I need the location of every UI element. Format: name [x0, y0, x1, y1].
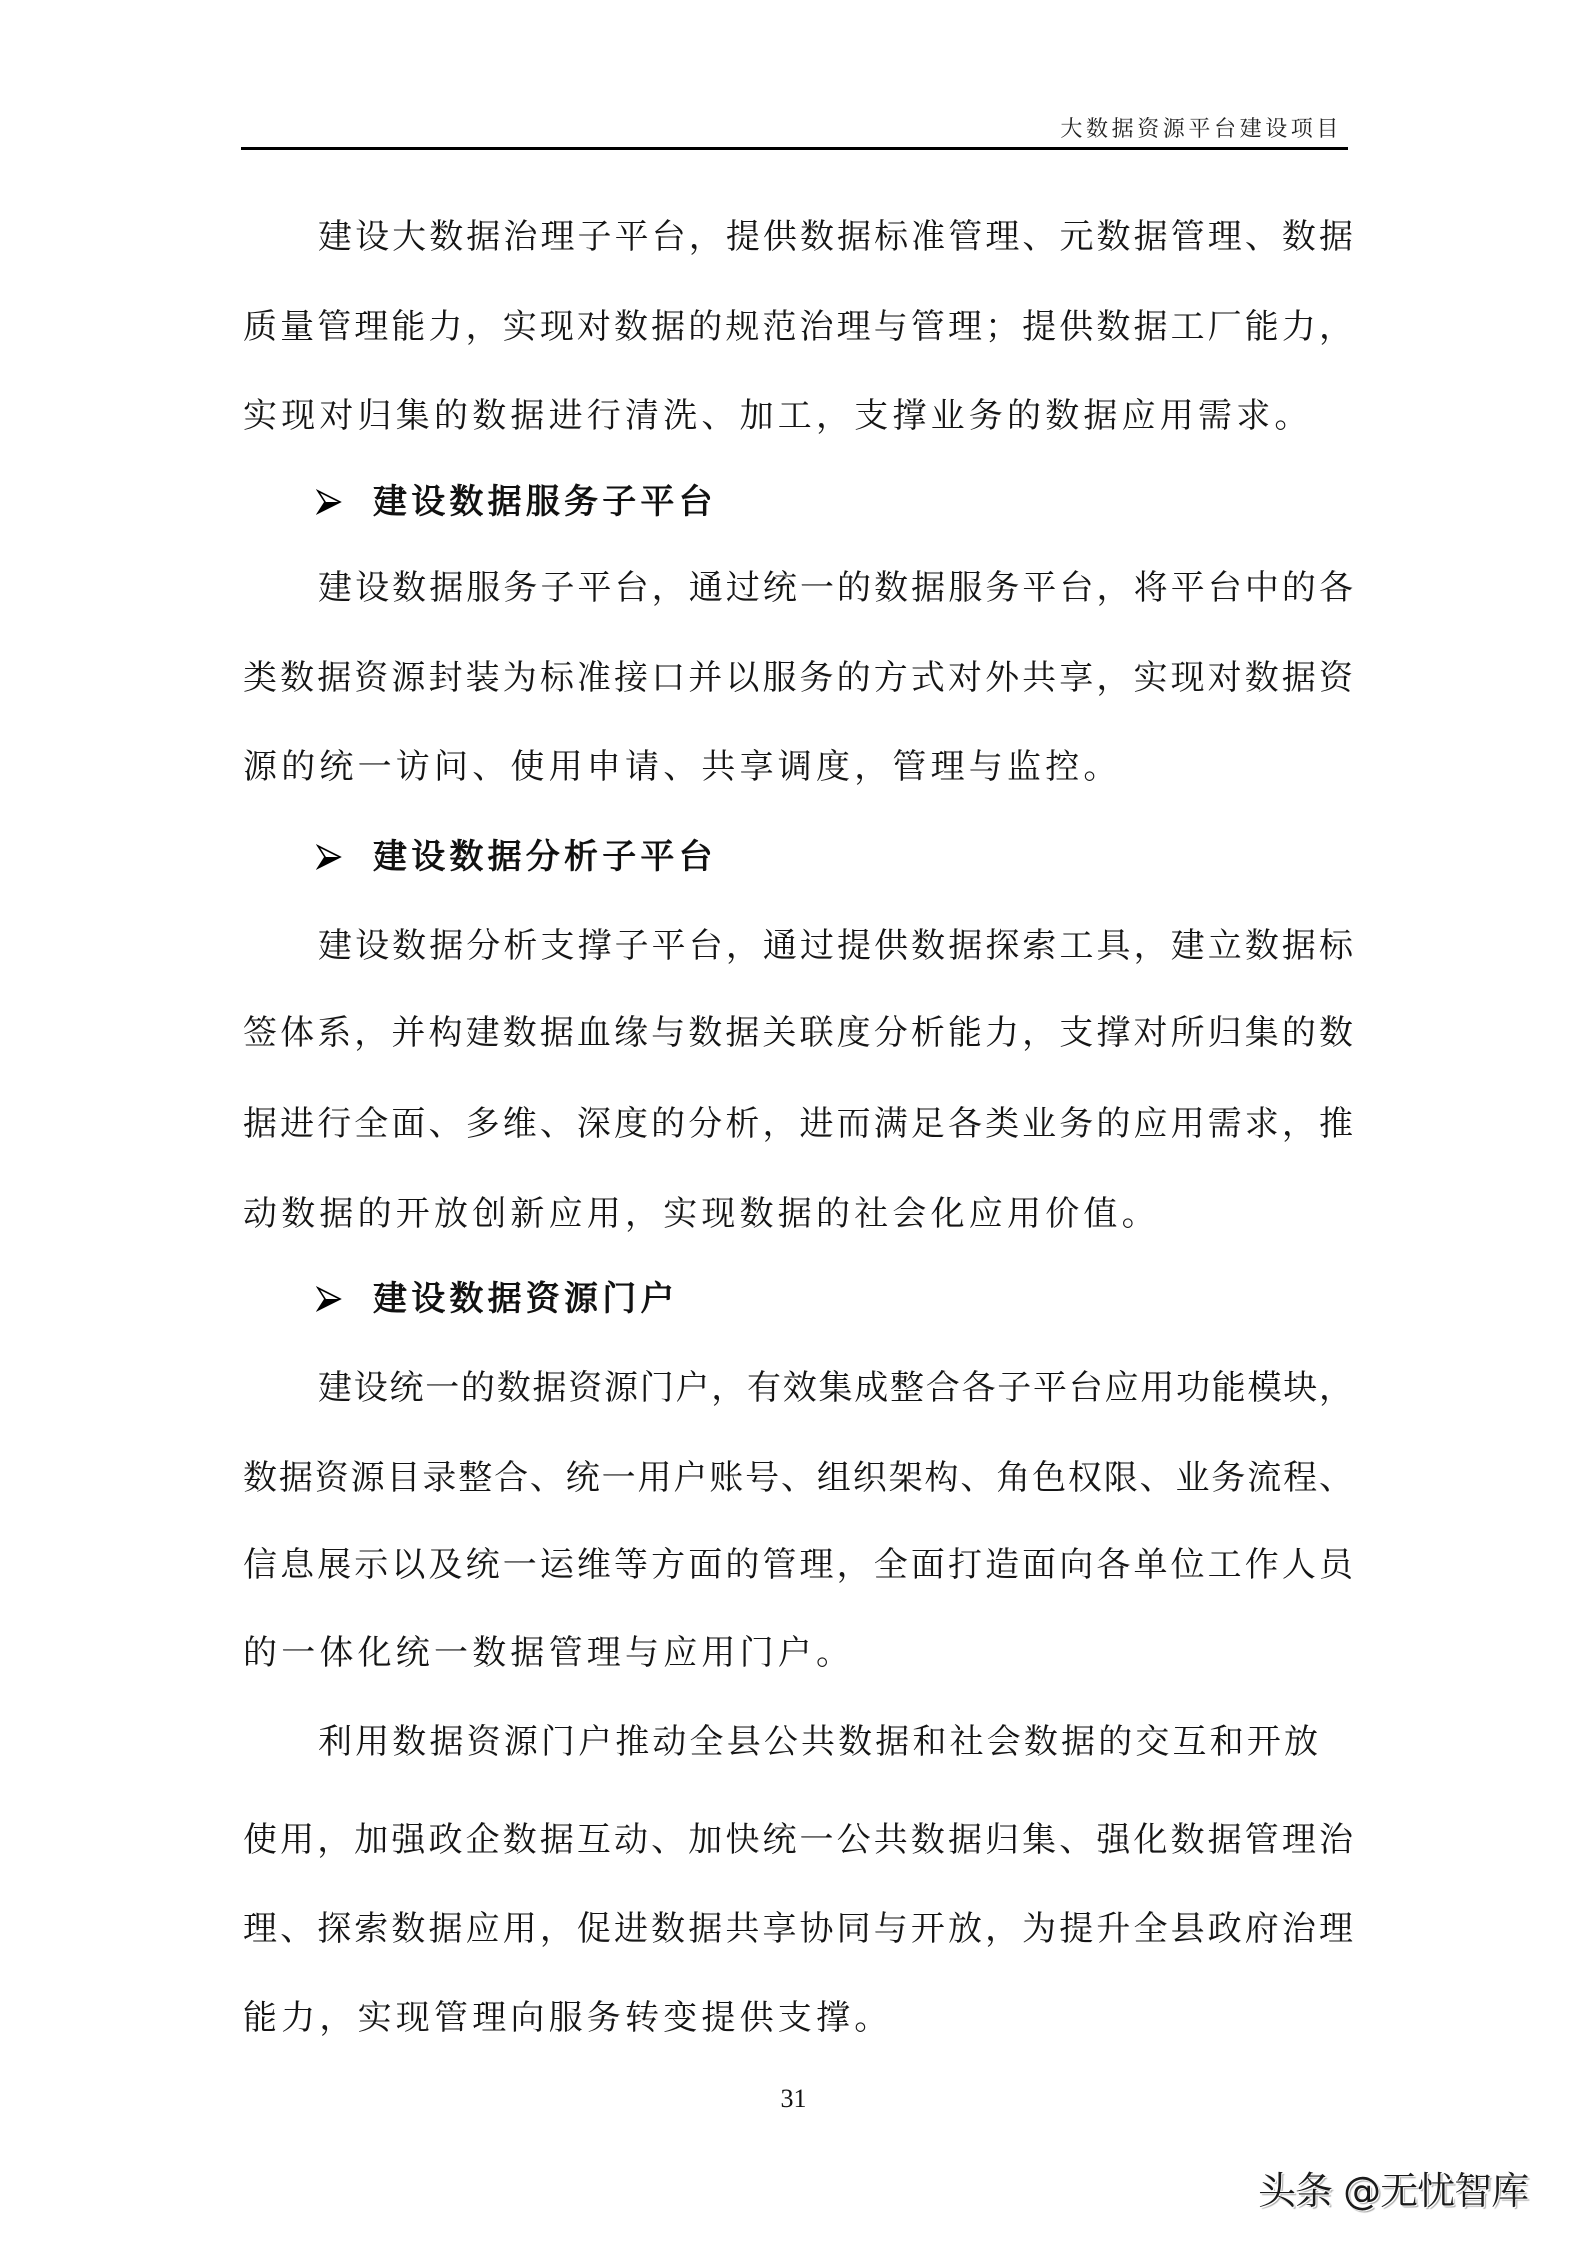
section-heading-data-portal — [316, 1277, 679, 1321]
section-heading-data-service — [316, 480, 717, 524]
paragraph-5-line-3: 理、探索数据应用，促进数据共享协同与开放，为提升全县政府治理 — [243, 1909, 1353, 1949]
section-heading-text: 建设数据服务子平台 — [373, 482, 717, 522]
paragraph-3-line-3: 据进行全面、多维、深度的分析，进而满足各类业务的应用需求，推 — [243, 1104, 1353, 1144]
arrow-bullet-icon — [316, 844, 342, 870]
paragraph-3-line-4: 动数据的开放创新应用，实现数据的社会化应用价值。 — [243, 1194, 1160, 1234]
paragraph-1-line-1: 建设大数据治理子平台，提供数据标准管理、元数据管理、数据 — [318, 217, 1353, 257]
header-rule-divider — [241, 147, 1348, 150]
paragraph-5-line-4: 能力，实现管理向服务转变提供支撑。 — [243, 1998, 893, 2038]
paragraph-5-line-1: 利用数据资源门户推动全县公共数据和社会数据的交互和开放 — [318, 1722, 1318, 1762]
watermark-text: 头条 @无忧智库 — [1258, 2169, 1529, 2213]
paragraph-4-line-2: 数据资源目录整合、统一用户账号、组织架构、角色权限、业务流程、 — [243, 1458, 1353, 1498]
paragraph-2-line-1: 建设数据服务子平台，通过统一的数据服务平台，将平台中的各 — [318, 568, 1353, 608]
arrow-bullet-icon — [316, 489, 342, 515]
paragraph-3-line-2: 签体系，并构建数据血缘与数据关联度分析能力，支撑对所归集的数 — [243, 1013, 1353, 1053]
section-heading-text: 建设数据分析子平台 — [373, 837, 717, 877]
section-heading-data-analysis — [316, 835, 717, 879]
section-heading-text: 建设数据资源门户 — [373, 1279, 679, 1319]
paragraph-2-line-3: 源的统一访问、使用申请、共享调度，管理与监控。 — [243, 747, 1122, 787]
paragraph-3-line-1: 建设数据分析支撑子平台，通过提供数据探索工具，建立数据标 — [318, 926, 1353, 966]
page-number: 31 — [780, 2084, 807, 2113]
paragraph-1-line-3: 实现对归集的数据进行清洗、加工，支撑业务的数据应用需求。 — [243, 396, 1313, 436]
running-header-title: 大数据资源平台建设项目 — [1060, 117, 1342, 142]
paragraph-4-line-3: 信息展示以及统一运维等方面的管理，全面打造面向各单位工作人员 — [243, 1545, 1353, 1585]
paragraph-5-line-2: 使用，加强政企数据互动、加快统一公共数据归集、强化数据管理治 — [243, 1820, 1353, 1860]
paragraph-1-line-2: 质量管理能力，实现对数据的规范治理与管理；提供数据工厂能力， — [243, 307, 1353, 347]
arrow-bullet-icon — [316, 1286, 342, 1312]
paragraph-4-line-4: 的一体化统一数据管理与应用门户。 — [243, 1633, 855, 1673]
paragraph-2-line-2: 类数据资源封装为标准接口并以服务的方式对外共享，实现对数据资 — [243, 658, 1353, 698]
paragraph-4-line-1: 建设统一的数据资源门户，有效集成整合各子平台应用功能模块， — [318, 1368, 1353, 1408]
